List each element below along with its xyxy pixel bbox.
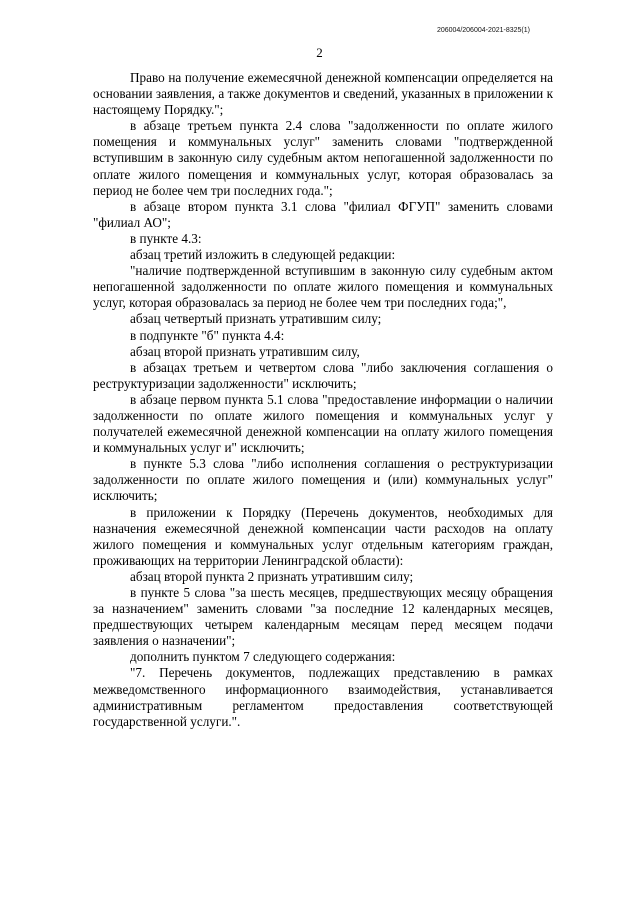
paragraph: "7. Перечень документов, подлежащих представлению в рамках межведомственного информационного взаимодействия, устанавливается административным регламентом предоставления соответствующей государственной услуги.". xyxy=(93,665,553,729)
paragraph: в пункте 5 слова "за шесть месяцев, предшествующих месяцу обращения за назначением" заменить словами "за последние 12 календарных месяцев, предшествующих четырем календарным месяцам перед месяцем подачи заявления о назначении"; xyxy=(93,585,553,649)
paragraph: в приложении к Порядку (Перечень документов, необходимых для назначения ежемесячной денежной компенсации части расходов на оплату жилого помещения и коммунальных услуг отдельным категориям граждан, проживающих на территории Ленинградской области): xyxy=(93,504,553,568)
paragraph: абзац третий изложить в следующей редакции: xyxy=(130,247,396,263)
paragraph: Право на получение ежемесячной денежной компенсации определяется на основании заявления, а также документов и сведений, указанных в приложении к настоящему Порядку."; xyxy=(93,70,553,118)
document-body xyxy=(93,70,553,730)
paragraph: в пункте 5.3 слова "либо исполнения соглашения о реструктуризации задолженности по оплате жилого помещения и (или) коммунальных услуг" исключить; xyxy=(93,456,553,504)
paragraph: "наличие подтвержденной вступившим в законную силу судебным актом непогашенной задолженности по оплате жилого помещения и коммунальных услуг, которая образовалась за период не более чем три последних года;", xyxy=(93,263,553,311)
document-id: 206004/206004-2021-8325(1) xyxy=(436,27,530,34)
paragraph: абзац второй пункта 2 признать утратившим силу; xyxy=(130,568,414,584)
paragraph: в подпункте "б" пункта 4.4: xyxy=(130,327,285,343)
paragraph: в абзаце первом пункта 5.1 слова "предоставление информации о наличии задолженности по оплате жилого помещения и коммунальных услуг у получателей ежемесячной денежной компенсации на оплату жилого помещения и коммунальных услуг и" исключить; xyxy=(93,391,553,456)
paragraph: в абзаце третьем пункта 2.4 слова "задолженности по оплате жилого помещения и коммунальных услуг" заменить словами "подтвержденной вступившим в законную силу судебным актом непогашенной задолженности по оплате жилого помещения и коммунальных услуг, которая образовалась за период не более чем три последних года."; xyxy=(93,118,553,198)
paragraph: в абзаце втором пункта 3.1 слова "филиал ФГУП" заменить словами "филиал АО"; xyxy=(93,198,553,230)
paragraph: абзац четвертый признать утратившим силу; xyxy=(130,311,382,327)
paragraph: в пункте 4.3: xyxy=(130,230,202,246)
page-number: 2 xyxy=(316,45,323,60)
paragraph: дополнить пунктом 7 следующего содержания: xyxy=(130,649,396,665)
paragraph: абзац второй признать утратившим силу, xyxy=(130,343,360,359)
paragraph: в абзацах третьем и четвертом слова "либо заключения соглашения о реструктуризации задолженности" исключить; xyxy=(93,359,553,391)
